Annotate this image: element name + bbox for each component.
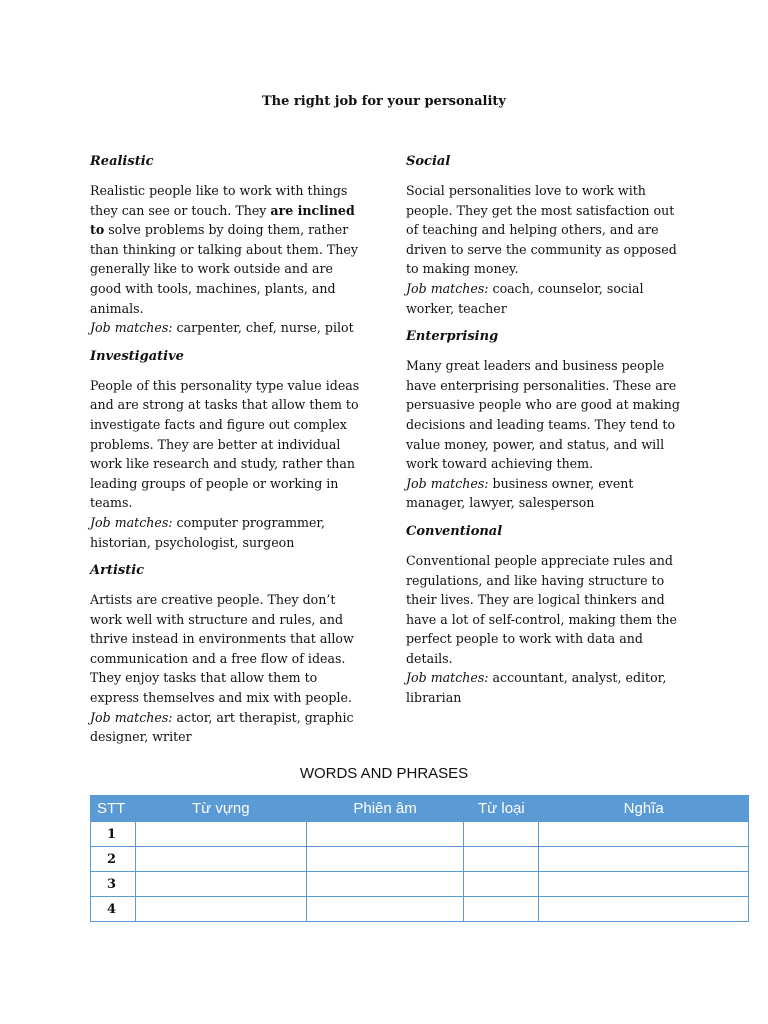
section-body: Social personalities love to work with people. They get the most satisfaction out of teaching and helping others, and are driven to serve the community as opposed to making money. xyxy=(406,183,677,277)
pronunciation-cell[interactable] xyxy=(306,872,464,897)
job-matches: Job matches: accountant, analyst, editor, librarian xyxy=(406,670,667,706)
vocab-cell[interactable] xyxy=(135,822,306,847)
vocab-cell[interactable] xyxy=(135,872,306,897)
meaning-cell[interactable] xyxy=(539,897,749,922)
job-matches: Job matches: actor, art therapist, graphic designer, writer xyxy=(90,709,354,745)
row-number: 1 xyxy=(91,822,136,847)
word-type-cell[interactable] xyxy=(464,897,539,922)
header-stt: STT xyxy=(91,796,136,822)
section-conventional xyxy=(406,522,681,708)
right-column xyxy=(406,152,681,717)
meaning-cell[interactable] xyxy=(539,872,749,897)
table-header-row xyxy=(91,796,749,822)
bold-phrase: are inclined to xyxy=(90,202,355,238)
table-row xyxy=(91,847,749,872)
job-matches: Job matches: coach, counselor, social worker, teacher xyxy=(406,280,644,316)
section-artistic xyxy=(90,561,365,747)
header-vocabulary: Từ vựng xyxy=(135,796,306,822)
word-type-cell[interactable] xyxy=(464,872,539,897)
word-type-cell[interactable] xyxy=(464,847,539,872)
section-body: Many great leaders and business people have enterprising personalities. These are persuasive people who are good at making decisions and leading teams. They tend to value money, power, and status, and will work toward achieving them. xyxy=(406,358,680,472)
pronunciation-cell[interactable] xyxy=(306,897,464,922)
job-matches: Job matches: carpenter, chef, nurse, pilot xyxy=(90,320,354,336)
section-investigative xyxy=(90,347,365,552)
header-meaning: Nghĩa xyxy=(539,796,749,822)
section-heading: Investigative xyxy=(90,348,184,364)
job-matches: Job matches: business owner, event manager, lawyer, salesperson xyxy=(406,475,634,511)
section-heading: Realistic xyxy=(90,154,154,169)
section-body: Realistic people like to work with things they can see or touch. They are inclined to solve problems by doing them, rather than thinking or talking about them. They generally like to work outside and are good with tools, machines, plants, and animals. xyxy=(90,183,358,316)
word-type-cell[interactable] xyxy=(464,822,539,847)
vocab-table xyxy=(90,795,749,922)
section-heading: Social xyxy=(406,154,451,169)
header-word-type: Từ loại xyxy=(464,796,539,822)
section-heading: Artistic xyxy=(90,563,145,579)
meaning-cell[interactable] xyxy=(539,847,749,872)
vocab-cell[interactable] xyxy=(135,847,306,872)
section-heading: Conventional xyxy=(406,523,503,539)
row-number: 4 xyxy=(91,897,136,922)
page-title: The right job for your personality xyxy=(262,94,506,109)
left-column xyxy=(90,152,365,756)
header-pronunciation: Phiên âm xyxy=(306,796,464,822)
pronunciation-cell[interactable] xyxy=(306,822,464,847)
vocab-cell[interactable] xyxy=(135,897,306,922)
table-row xyxy=(91,872,749,897)
vocab-title: WORDS AND PHRASES xyxy=(299,765,469,782)
section-heading: Enterprising xyxy=(406,329,499,345)
section-body: Conventional people appreciate rules and regulations, and like having structure to their lives. They are logical thinkers and have a lot of self-control, making them the perfect people to work with data and details. xyxy=(406,552,677,666)
job-matches: Job matches: computer programmer, historian, psychologist, surgeon xyxy=(90,514,326,550)
row-number: 3 xyxy=(91,872,136,897)
row-number: 2 xyxy=(91,847,136,872)
section-enterprising xyxy=(406,327,681,513)
table-row xyxy=(91,897,749,922)
section-social xyxy=(406,152,681,318)
section-body: People of this personality type value ideas and are strong at tasks that allow them to investigate facts and figure out complex problems. They are better at individual work like research and study, rather than leading groups of people or working in teams. xyxy=(90,377,360,511)
section-body: Artists are creative people. They don’t work well with structure and rules, and thrive instead in environments that allow communication and a free flow of ideas. They enjoy tasks that allow them to express themselves and mix with people. xyxy=(90,592,354,706)
meaning-cell[interactable] xyxy=(539,822,749,847)
pronunciation-cell[interactable] xyxy=(306,847,464,872)
section-realistic xyxy=(90,152,365,338)
table-row xyxy=(91,822,749,847)
